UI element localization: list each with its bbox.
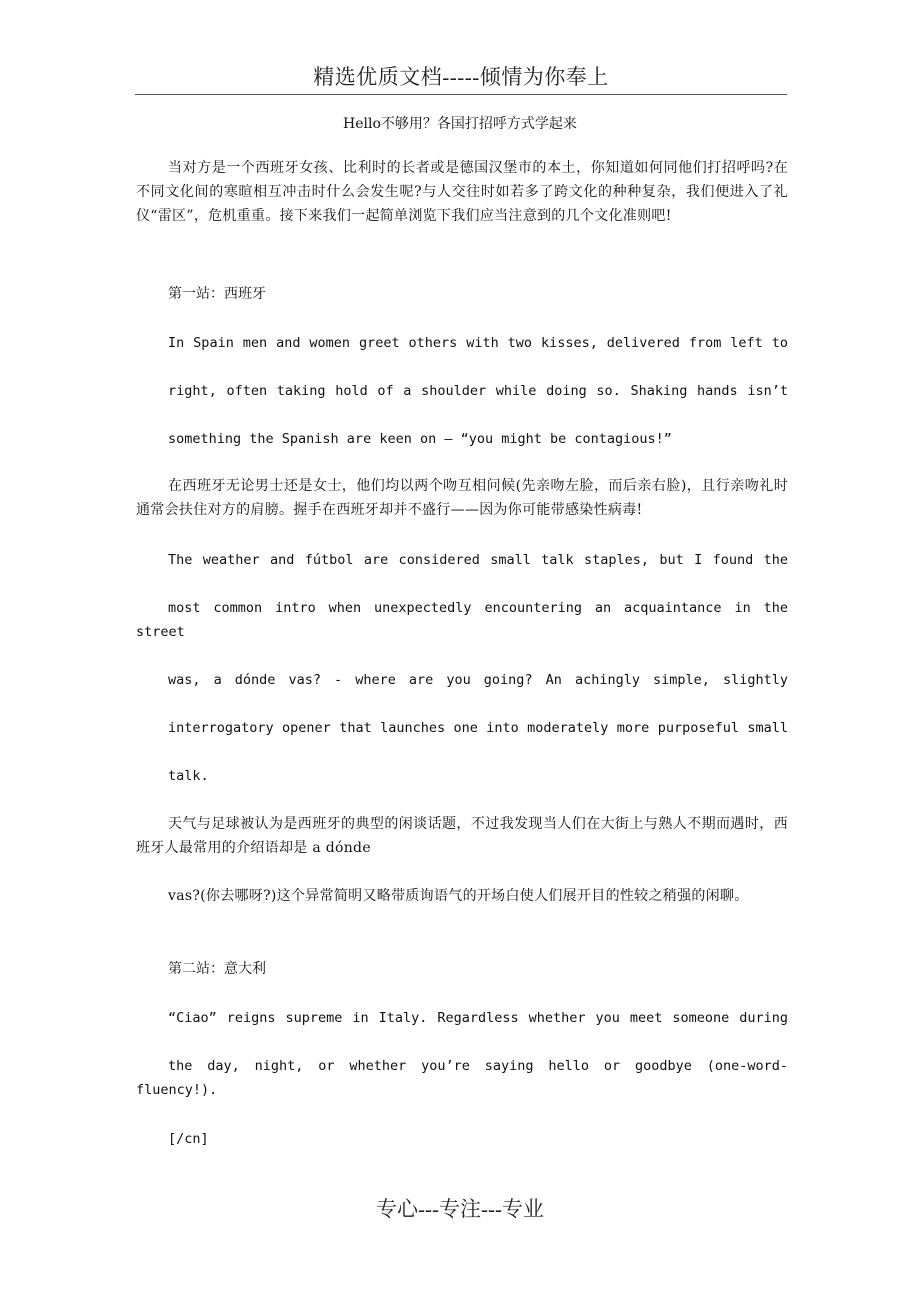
spain-en2-line-2-tail: street [136,624,185,640]
spain-en2-line-4: interrogatory opener that launches one into moderately more purposeful small [168,720,788,736]
spain-cn-paragraph-2b: vas?(你去哪呀?)这个异常简明又略带质询语气的开场白使人们展开目的性较之稍强的闲聊。 [168,888,749,904]
spain-en-line-1: In Spain men and women greet others with two kisses, delivered from left to [168,335,788,351]
intro-paragraph: 当对方是一个西班牙女孩、比利时的长者或是德国汉堡市的本土，你知道如何同他们打招呼吗?在不同文化间的寒暄相互冲击时什么会发生呢?与人交往时如若多了跨文化的种种复杂，我们便进入了礼仪“雷区”，危机重重。接下来我们一起简单浏览下我们应当注意到的几个文化准则吧! [136,160,788,224]
document-title: Hello不够用？各国打招呼方式学起来 [343,116,577,132]
section-heading-spain: 第一站：西班牙 [168,286,266,302]
page-footer: 专心---专注---专业 [376,1197,544,1221]
spain-cn-paragraph-1: 在西班牙无论男士还是女士，他们均以两个吻互相问候(先亲吻左脸，而后亲右脸)，且行亲吻礼时通常会扶住对方的肩膀。握手在西班牙却并不盛行——因为你可能带感染性病毒! [136,478,788,518]
italy-en-line-1: “Ciao” reigns supreme in Italy. Regardless whether you meet someone during [168,1010,788,1026]
spain-en-line-2: right, often taking hold of a shoulder while doing so. Shaking hands isn’t [168,383,788,399]
spain-en2-line-5: talk. [168,768,209,784]
italy-en-line-2: the day, night, or whether you’re saying hello or goodbye (one-word- [168,1058,788,1074]
cn-tag: [/cn] [168,1131,209,1147]
spain-en-line-3: something the Spanish are keen on – “you might be contagious!” [168,431,672,447]
spain-en2-line-1: The weather and fútbol are considered small talk staples, but I found the [168,552,788,568]
spain-cn-paragraph-2a: 天气与足球被认为是西班牙的典型的闲谈话题，不过我发现当人们在大街上与熟人不期而遇时，西班牙人最常用的介绍语却是 a dónde [136,816,788,856]
spain-en2-line-2: most common intro when unexpectedly encountering an acquaintance in the [168,600,788,616]
section-heading-italy: 第二站：意大利 [168,961,266,977]
spain-en2-line-3: was, a dónde vas? - where are you going? An achingly simple, slightly [168,672,788,688]
italy-en-line-2-tail: fluency!). [136,1082,218,1098]
header-text: 精选优质文档-----倾情为你奉上 [313,65,609,89]
page-header [135,62,787,95]
